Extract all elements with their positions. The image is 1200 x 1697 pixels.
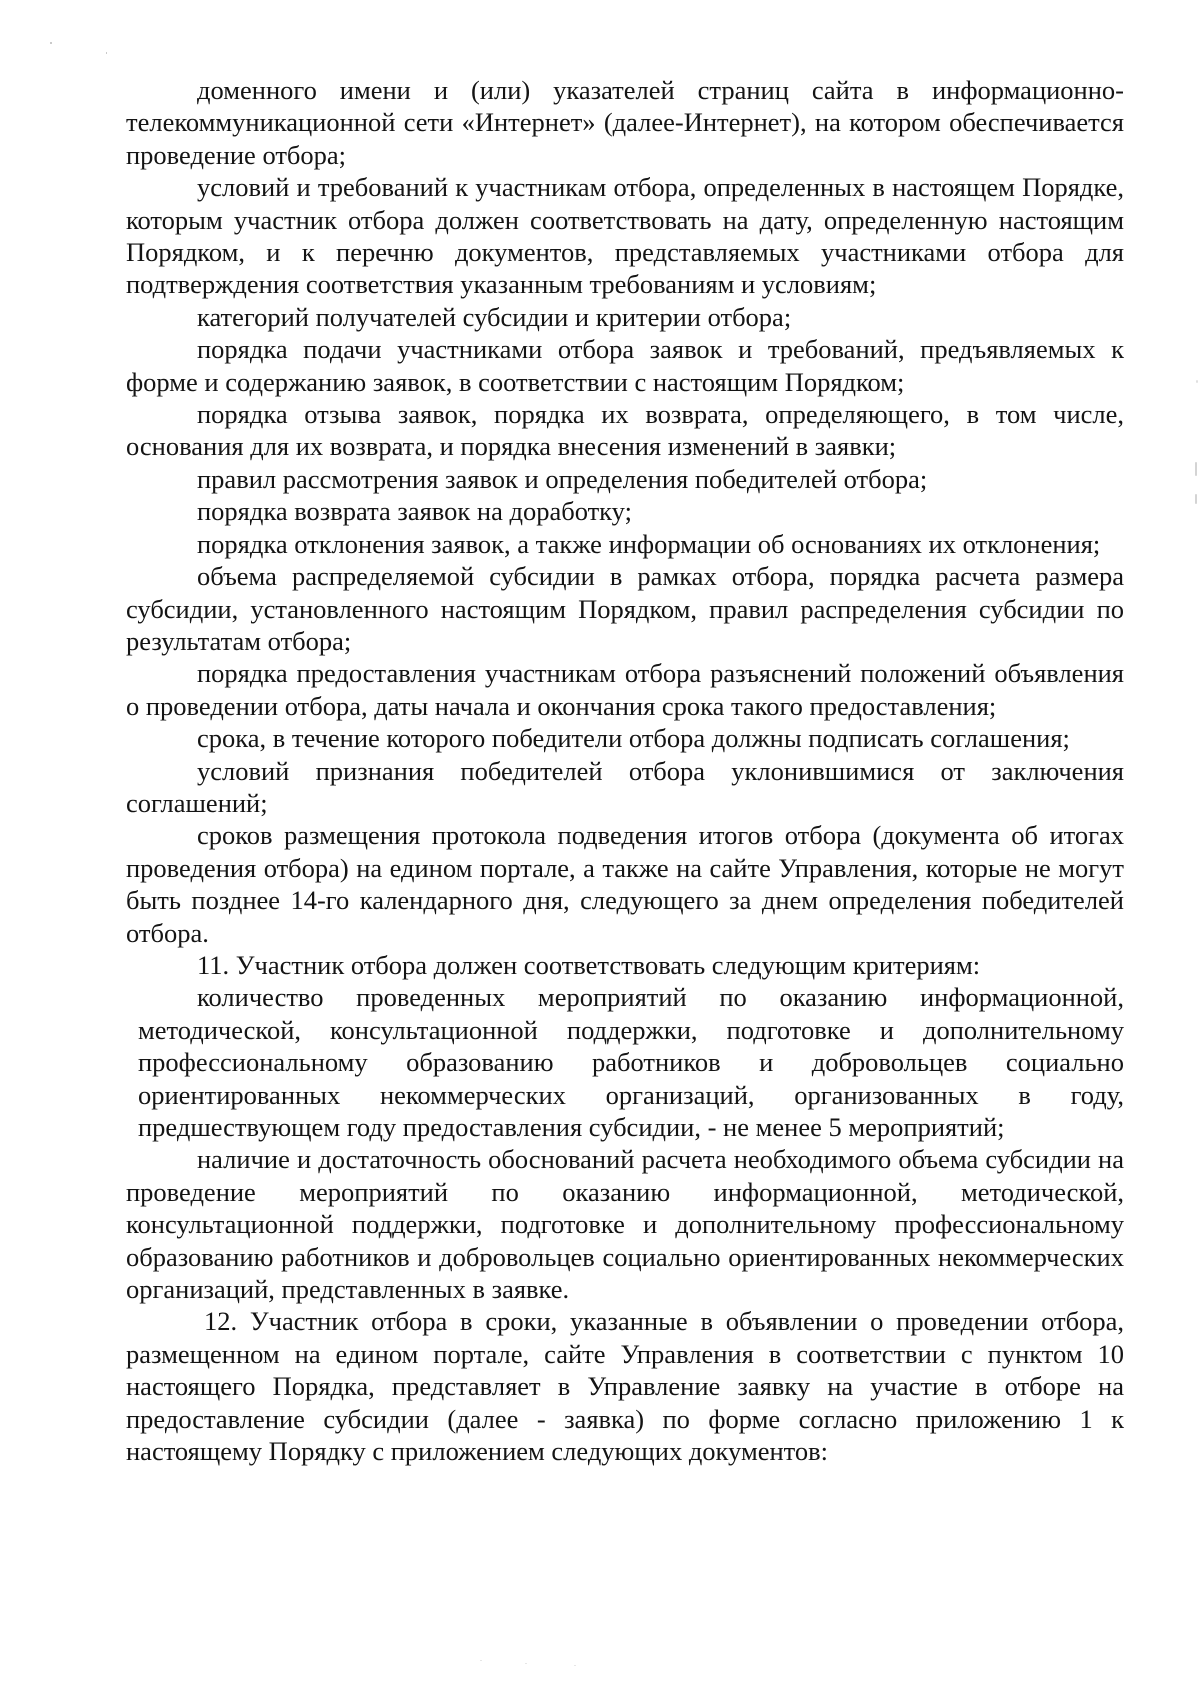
paragraph-conditions-requirements: условий и требований к участникам отбора, определенных в настоящем Порядке, которым участник отбора должен соответствовать на дату, определенную настоящим Порядком, и к перечню документов, представляемых участниками отбора для подтверждения соответствия указанным требованиям и условиям;	[126, 172, 1124, 300]
paragraph-domain-name: доменного имени и (или) указателей страниц сайта в информационно-телекоммуникационной сети «Интернет» (далее-Интернет), на котором обеспечивается проведение отбора;	[126, 75, 1124, 170]
paragraph-evasion-conditions: условий признания победителей отбора уклонившимися от заключения соглашений;	[126, 755, 1124, 818]
paragraph-rejection: порядка отклонения заявок, а также информации об основаниях их отклонения;	[197, 528, 1101, 559]
paragraph-application-withdrawal: порядка отзыва заявок, порядка их возврата, определяющего, в том числе, основания для их возврата, и порядка внесения изменений в заявки;	[126, 399, 1124, 462]
scan-speck	[1195, 494, 1197, 504]
paragraph-clarifications: порядка предоставления участникам отбора разъяснений положений объявления о проведении отбора, даты начала и окончания срока такого предоставления;	[126, 658, 1124, 721]
paragraph-clause-11: 11. Участник отбора должен соответствовать следующим критериям:	[197, 949, 981, 980]
paragraph-subsidy-volume: объема распределяемой субсидии в рамках отбора, порядка расчета размера субсидии, установленного настоящим Порядком, правил распределения субсидии по результатам отбора;	[126, 561, 1124, 656]
paragraph-agreement-deadline: срока, в течение которого победители отбора должны подписать соглашения;	[197, 723, 1070, 754]
paragraph-clause-12: 12. Участник отбора в сроки, указанные в объявлении о проведении отбора, размещенном на едином портале, сайте Управления в соответствии с пунктом 10 настоящего Порядка, представляет в Управление заявку на участие в отборе на предоставление субсидии (далее - заявка) по форме согласно приложению 1 к настоящему Порядку с приложением следующих документов:	[126, 1306, 1124, 1467]
paragraph-review-rules: правил рассмотрения заявок и определения победителей отбора;	[197, 463, 928, 494]
paragraph-application-submission: порядка подачи участниками отбора заявок и требований, предъявляемых к форме и содержанию заявок, в соответствии с настоящим Порядком;	[126, 334, 1124, 397]
paragraph-protocol-deadlines: сроков размещения протокола подведения итогов отбора (документа об итогах проведения отбора) на едином портале, а также на сайте Управления, которые не могут быть позднее 14-го календарного дня, следующего за днем определения победителей отбора.	[126, 820, 1124, 948]
scan-speck	[50, 42, 52, 44]
scan-speck	[1196, 380, 1198, 383]
scan-speck	[1195, 462, 1197, 476]
document-body	[126, 74, 1124, 1467]
paragraph-criterion-events: количество проведенных мероприятий по оказанию информационной, методической, консультационной поддержки, подготовке и дополнительному профессиональному образованию работников и добровольцев социально ориентированных некоммерческих организаций, организованных в году, предшествующем году предоставления субсидии, - не менее 5 мероприятий;	[138, 982, 1124, 1142]
scan-speck	[574, 1665, 576, 1666]
scan-speck	[480, 1660, 482, 1661]
paragraph-return-for-revision: порядка возврата заявок на доработку;	[197, 496, 632, 527]
paragraph-criterion-justification: наличие и достаточность обоснований расчета необходимого объема субсидии на проведение мероприятий по оказанию информационной, методической, консультационной поддержки, подготовке и дополнительному профессиональному образованию работников и добровольцев социально ориентированных некоммерческих организаций, представленных в заявке.	[126, 1144, 1124, 1305]
paragraph-recipient-categories: категорий получателей субсидии и критерии отбора;	[197, 301, 792, 332]
scan-speck	[106, 52, 107, 54]
scan-speck	[525, 1663, 527, 1664]
